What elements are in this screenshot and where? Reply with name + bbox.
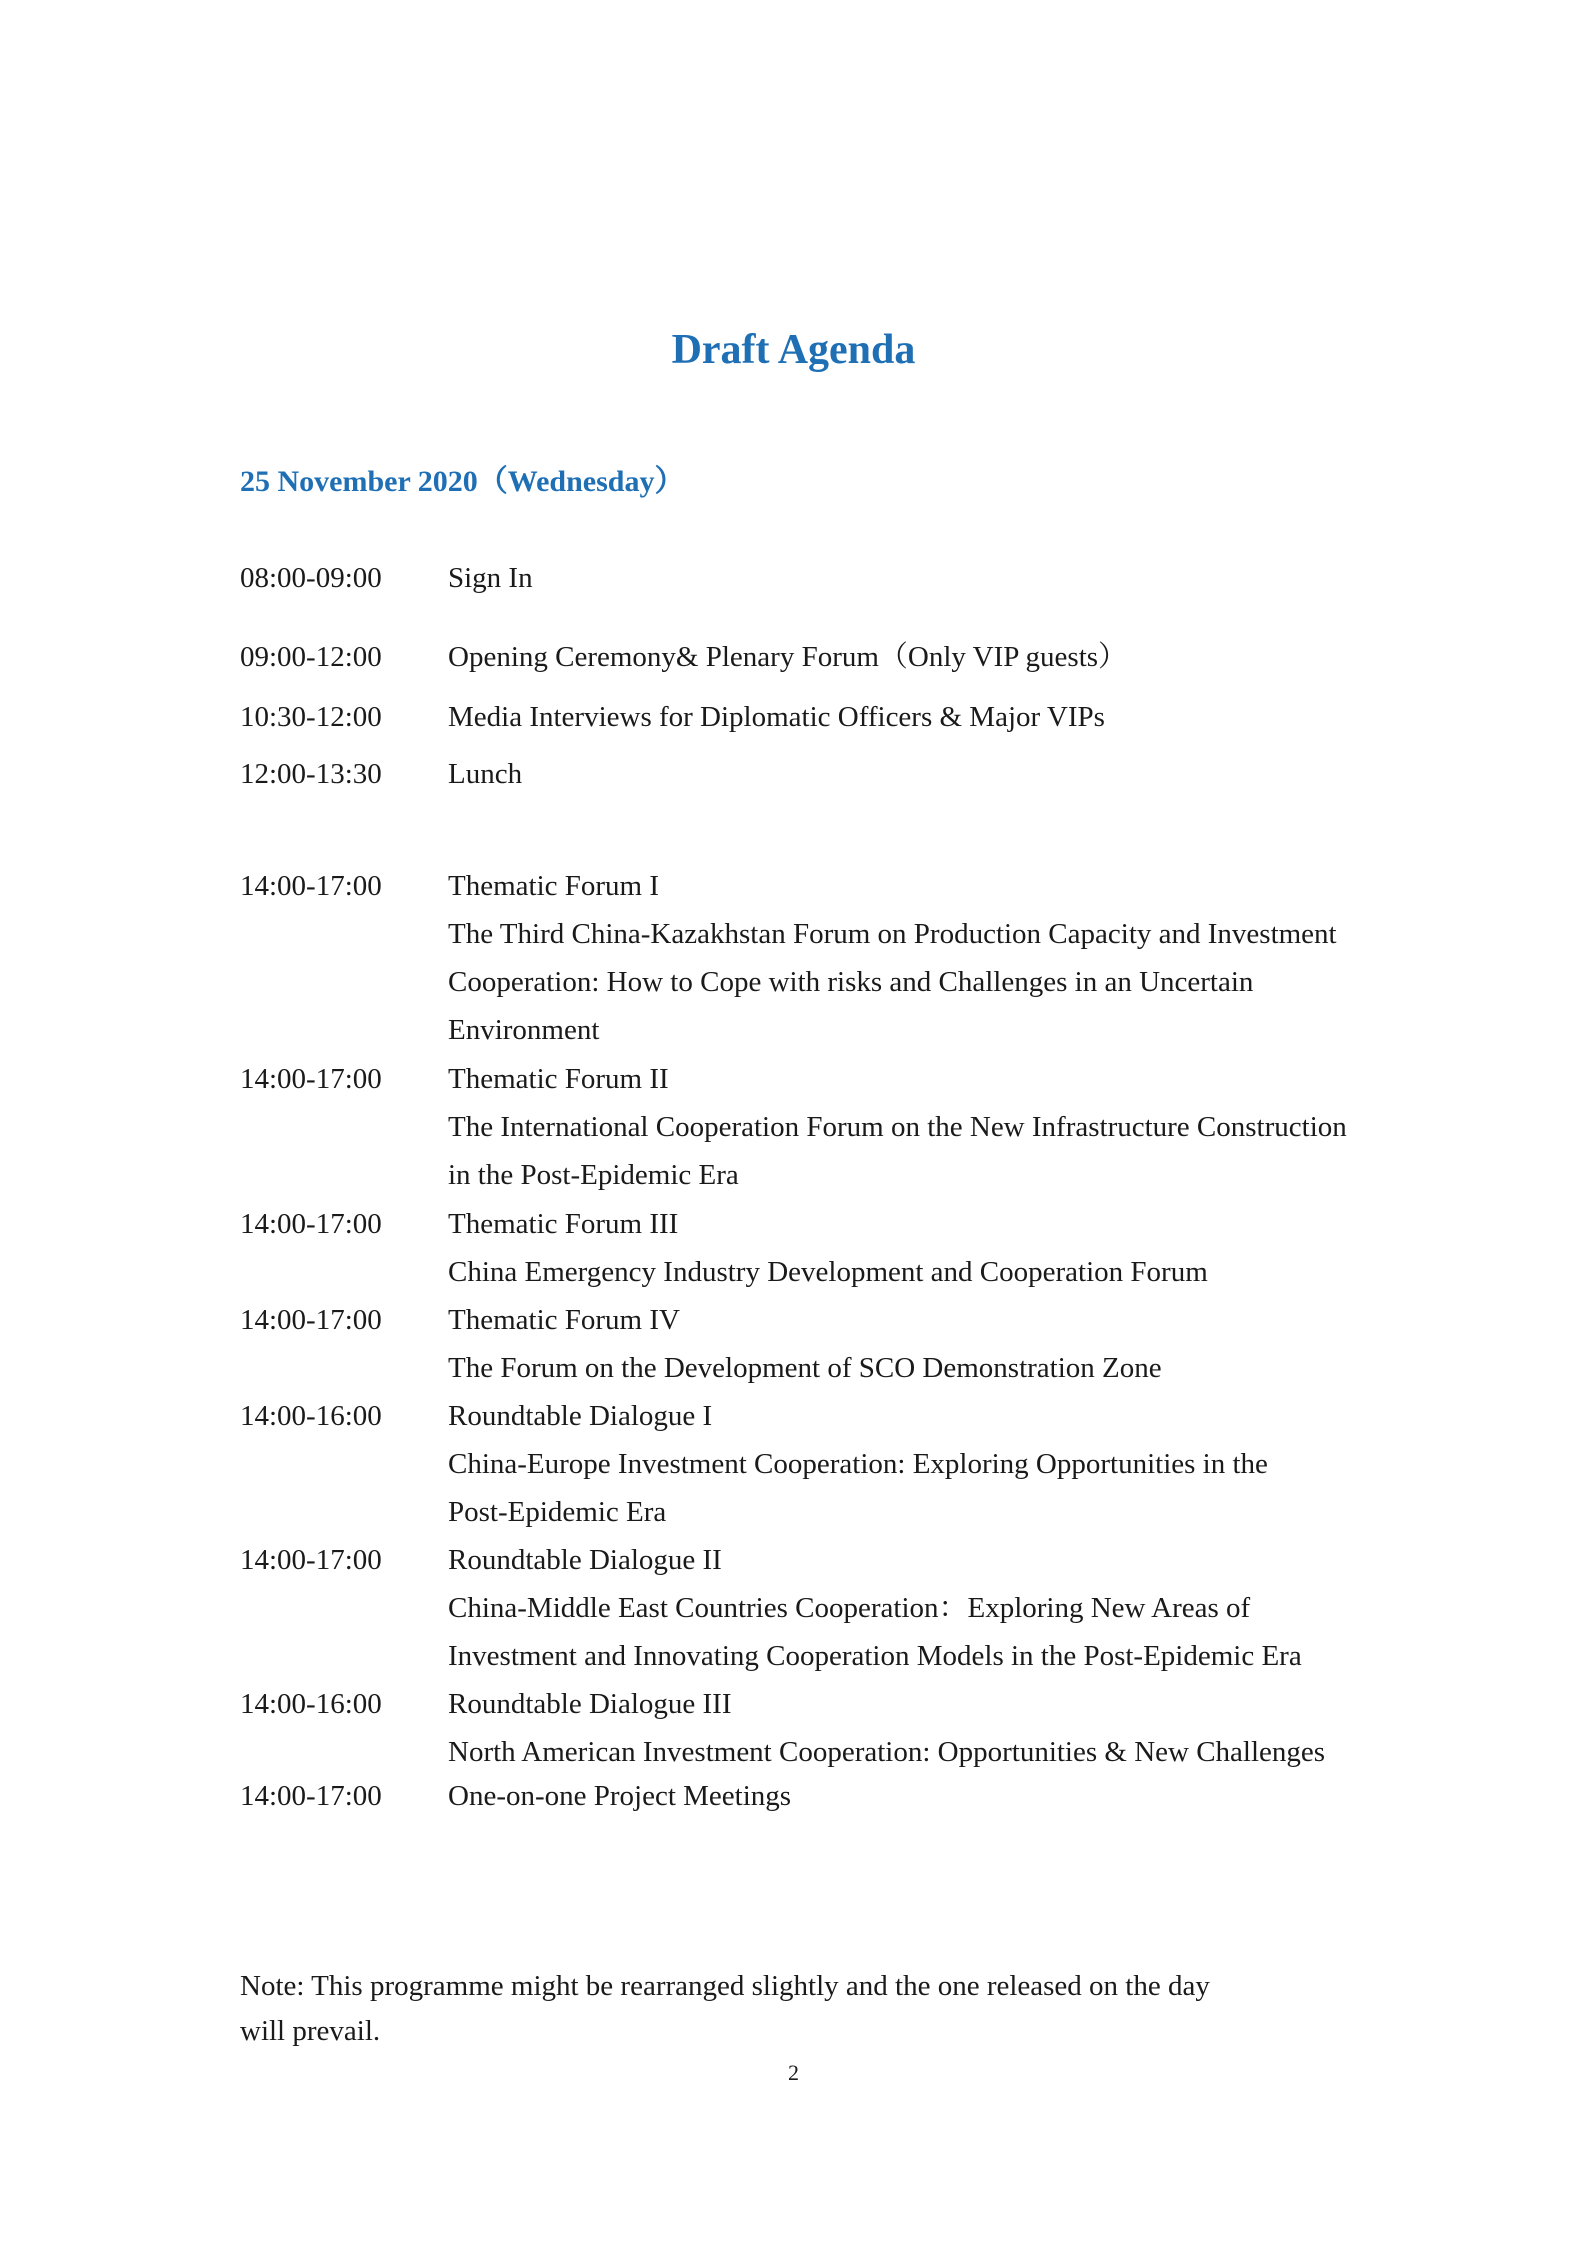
agenda-session-detail: North American Investment Cooperation: Opportunities & New Challenges [448,1736,1326,1768]
agenda-session-detail: Environment [448,1014,600,1046]
agenda-time: 12:00-13:30 [240,758,382,790]
agenda-content [448,1055,1488,1199]
agenda-time: 14:00-17:00 [240,1304,382,1336]
agenda-session-detail: Investment and Innovating Cooperation Models in the Post-Epidemic Era [448,1640,1302,1672]
agenda-content [448,1392,1488,1536]
page-title: Draft Agenda [671,327,916,373]
agenda-time: 09:00-12:00 [240,641,382,673]
agenda-session-title: Roundtable Dialogue II [448,1544,722,1576]
agenda-row [240,862,1480,1054]
agenda-session-title: Thematic Forum IV [448,1304,680,1336]
note-line: Note: This programme might be rearranged slightly and the one released on the day [240,1970,1210,2002]
agenda-session-detail: The International Cooperation Forum on the New Infrastructure Construction [448,1111,1347,1143]
agenda-content [448,633,1488,681]
agenda-content [448,693,1488,741]
agenda-session-title: Roundtable Dialogue I [448,1400,713,1432]
note [240,1964,1340,2054]
agenda-session-title: Opening Ceremony& Plenary Forum（Only VIP guests） [448,641,1128,673]
agenda-session-title: Media Interviews for Diplomatic Officers & Major VIPs [448,701,1105,733]
agenda-time: 10:30-12:00 [240,701,382,733]
date-heading: 25 November 2020（Wednesday） [240,465,685,498]
agenda-row [240,1200,1480,1296]
agenda-time: 14:00-17:00 [240,1208,382,1240]
agenda-session-detail: Post-Epidemic Era [448,1496,667,1528]
note-line: will prevail. [240,2015,381,2047]
agenda-session-detail: The Third China-Kazakhstan Forum on Production Capacity and Investment [448,918,1337,950]
agenda-session-detail: Cooperation: How to Cope with risks and Challenges in an Uncertain [448,966,1254,998]
agenda-session-detail: China Emergency Industry Development and Cooperation Forum [448,1256,1208,1288]
agenda-session-detail: in the Post-Epidemic Era [448,1159,739,1191]
agenda-session-title: Thematic Forum II [448,1063,669,1095]
agenda-session-title: One-on-one Project Meetings [448,1780,792,1812]
agenda-session-detail: The Forum on the Development of SCO Demonstration Zone [448,1352,1162,1384]
page-number: 2 [788,2060,799,2085]
agenda-time: 14:00-17:00 [240,870,382,902]
agenda-content [448,1772,1488,1820]
agenda-row [240,693,1480,741]
agenda-time: 14:00-17:00 [240,1780,382,1812]
agenda-row [240,554,1480,602]
agenda-content [448,1200,1488,1296]
agenda-session-title: Thematic Forum III [448,1208,679,1240]
agenda-row [240,1055,1480,1199]
agenda-row [240,750,1480,798]
agenda-row [240,1392,1480,1536]
agenda-row [240,1296,1480,1392]
agenda-time: 08:00-09:00 [240,562,382,594]
agenda-session-title: Thematic Forum I [448,870,660,902]
agenda-session-title: Sign In [448,562,533,594]
agenda-content [448,862,1488,1054]
agenda-row [240,633,1480,681]
agenda-row [240,1680,1480,1776]
agenda-time: 14:00-16:00 [240,1688,382,1720]
agenda-time: 14:00-16:00 [240,1400,382,1432]
agenda-session-title: Lunch [448,758,523,790]
agenda-session-detail: China-Middle East Countries Cooperation：Exploring New Areas of [448,1592,1251,1624]
agenda-content [448,1296,1488,1392]
agenda-time: 14:00-17:00 [240,1063,382,1095]
agenda-row [240,1772,1480,1820]
agenda-content [448,1680,1488,1776]
agenda-content [448,554,1488,602]
agenda-time: 14:00-17:00 [240,1544,382,1576]
agenda-session-detail: China-Europe Investment Cooperation: Exploring Opportunities in the [448,1448,1268,1480]
agenda-session-title: Roundtable Dialogue III [448,1688,732,1720]
agenda-content [448,1536,1488,1680]
agenda-row [240,1536,1480,1680]
agenda-content [448,750,1488,798]
